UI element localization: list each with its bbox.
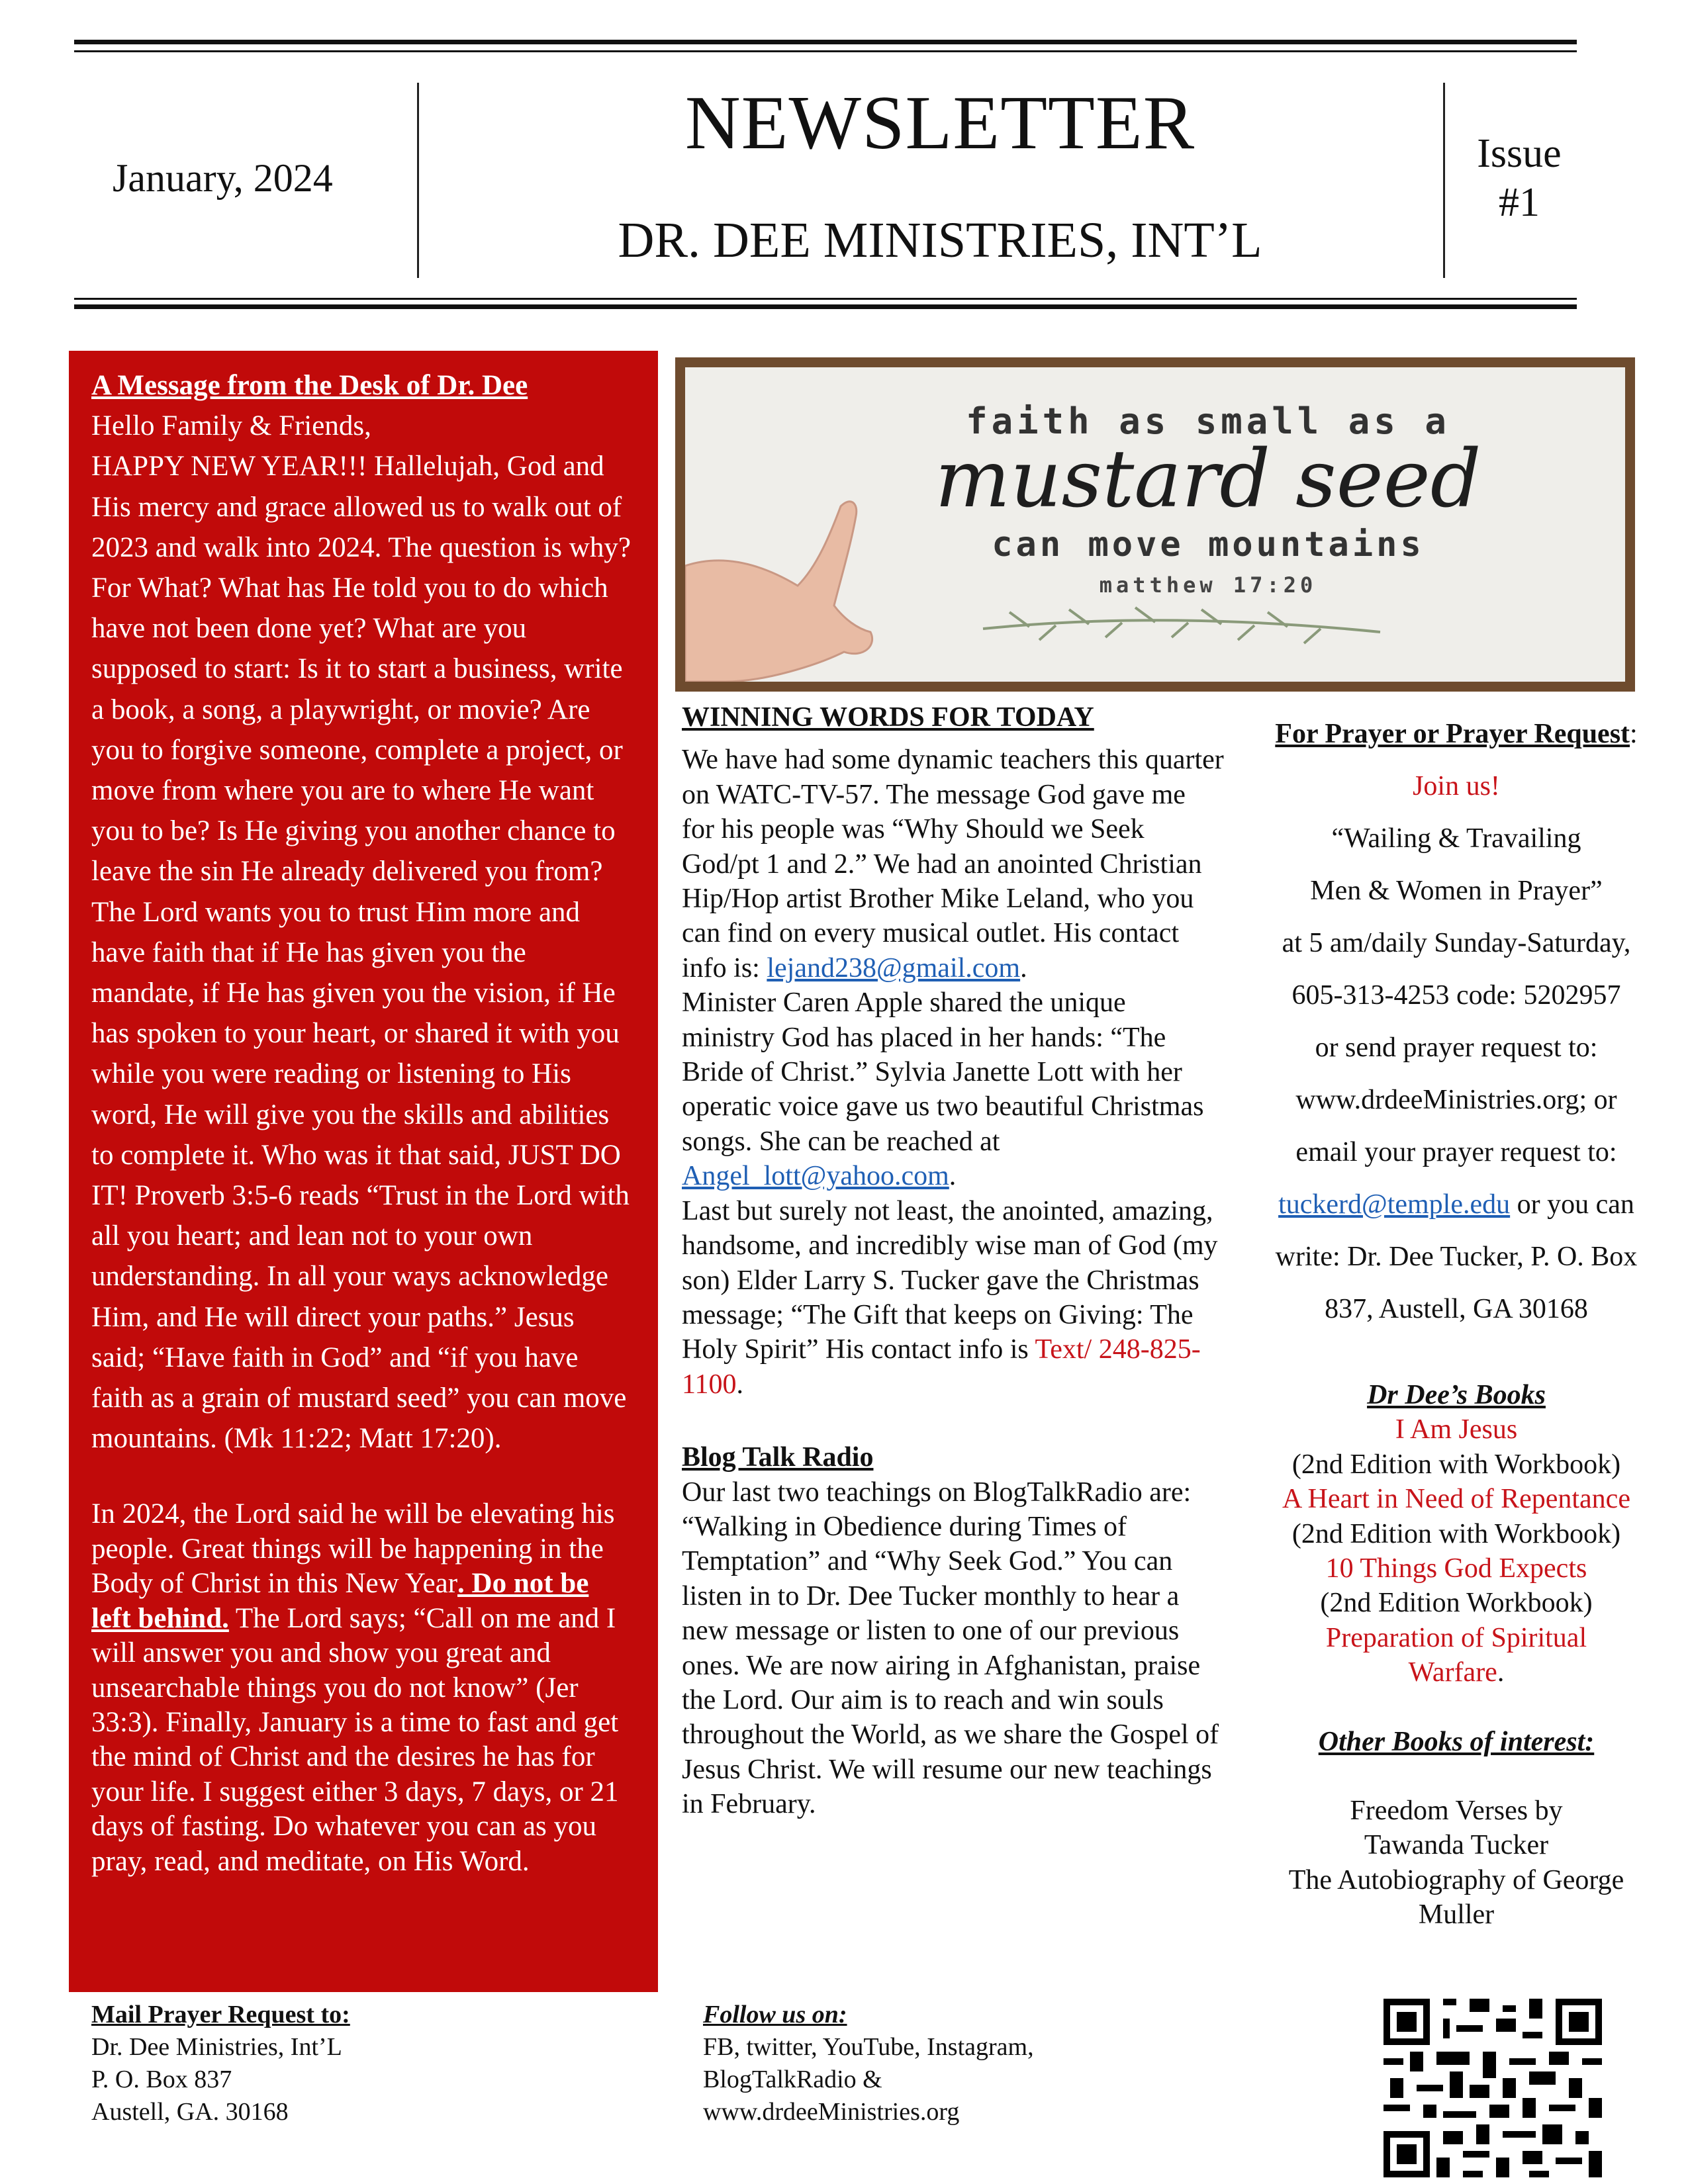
blog-text: Our last two teachings on BlogTalkRadio are: “Walking in Obedience during Times of Temptation” and “Why Seek God.” You can listen in to Dr. Dee Tucker monthly to hear a new message or listen to one of our previous ones. We are now airing in Afghanistan, praise the Lord. Our aim is to reach and win souls throughout the World, as we share the Gospel of Jesus Christ. We will resume our new teachings in February. — [682, 1477, 1219, 1820]
email-link-sylvia[interactable]: Angel_lott@yahoo.com — [682, 1161, 949, 1192]
book-4-title-b: Warfare — [1408, 1657, 1497, 1688]
book-3-note: (2nd Edition Workbook) — [1320, 1588, 1593, 1619]
sign-line-1: faith as small as a — [966, 400, 1450, 442]
blog-heading: Blog Talk Radio — [682, 1442, 874, 1473]
message-p2-end: The Lord says; “Call on me and I will answer you and show you great and unsearchable things you do not know” (Jer 33:3). Finally, January is a time to fast and get the mind of Christ and the desires he has for your life. I suggest either 3 days, 7 days, or 21 days of fasting. Do whatever you can as you pray, read, and meditate, on His Word. — [91, 1602, 619, 1877]
prayer-line-8-text: or you can — [1510, 1189, 1634, 1220]
message-p2-emphasis: . Do not be left behind. — [91, 1568, 589, 1634]
winning-text-4: . — [736, 1369, 743, 1400]
book-1-note: (2nd Edition with Workbook) — [1291, 1449, 1621, 1480]
winning-text-1: We have had some dynamic teachers this quarter on WATC-TV-57. The message God gave me for his people was “Why Should we Seek God/pt 1 and 2.” We had an anointed Christian Hip/Hop artist Brother Mike Leland, who you can find on every musical outlet. His contact info is: — [682, 745, 1224, 983]
mail-address-block — [91, 1999, 350, 2128]
books-heading: Dr Dee’s Books — [1367, 1380, 1546, 1410]
header-divider-left — [417, 83, 419, 278]
prayer-line-7: email your prayer request to: — [1295, 1137, 1617, 1167]
header-top-rule-thin — [74, 50, 1577, 52]
prayer-line-10: 837, Austell, GA 30168 — [1325, 1294, 1588, 1324]
winning-text-2: . Minister Caren Apple shared the unique ministry God has placed in her hands: “The Bride of Christ.” Sylvia Janette Lott with her operatic voice gave us two beautiful Christmas songs. She can be reached at — [682, 952, 1204, 1157]
follow-us-block — [703, 1999, 1034, 2128]
winning-words-text — [682, 743, 1225, 1402]
sign-line-2: mustard seed — [935, 433, 1481, 525]
prayer-line-6: www.drdeeMinistries.org; or — [1295, 1085, 1617, 1115]
other-book-2b: Muller — [1418, 1899, 1495, 1931]
mail-heading: Mail Prayer Request to: — [91, 2001, 350, 2028]
prayer-line-2: Men & Women in Prayer” — [1310, 876, 1603, 906]
mail-line-3: Austell, GA. 30168 — [91, 2098, 289, 2126]
prayer-heading: For Prayer or Prayer Request — [1275, 719, 1630, 749]
ministry-name: DR. DEE MINISTRIES, INT’L — [618, 212, 1262, 268]
book-2-note: (2nd Edition with Workbook) — [1291, 1518, 1621, 1549]
book-4-line-b — [1231, 1655, 1681, 1690]
book-4-title-a: Preparation of Spiritual — [1325, 1622, 1587, 1653]
winning-text-3: . Last but surely not least, the anointed, amazing, handsome, and incredibly wise man of God (my son) Elder Larry S. Tucker gave the Christmas message; “The Gift that keeps on Giving: The Holy Spirit” His contact info is — [682, 1161, 1218, 1365]
other-book-1a: Freedom Verses by — [1350, 1796, 1563, 1827]
email-link-mike[interactable]: lejand238@gmail.com — [767, 952, 1021, 983]
other-book-1b: Tawanda Tucker — [1364, 1830, 1549, 1861]
prayer-heading-colon: : — [1630, 719, 1638, 749]
prayer-section — [1231, 708, 1681, 1933]
follow-line-3: www.drdeeMinistries.org — [703, 2098, 960, 2126]
mail-line-2: P. O. Box 837 — [91, 2066, 232, 2093]
issue-label: Issue — [1477, 131, 1562, 176]
header-bottom-rule — [74, 304, 1577, 309]
issue-value: #1 — [1499, 180, 1540, 225]
mustard-seed-sign — [675, 357, 1635, 692]
follow-line-2: BlogTalkRadio & — [703, 2066, 882, 2093]
other-book-2a: The Autobiography of George — [1288, 1864, 1624, 1895]
sign-line-3: can move mountains — [992, 525, 1425, 565]
other-books-heading: Other Books of interest: — [1318, 1726, 1595, 1757]
message-heading: A Message from the Desk of Dr. Dee — [91, 370, 528, 401]
header-bottom-rule-thin — [74, 298, 1577, 300]
newsletter-title: NEWSLETTER — [684, 81, 1196, 165]
winning-words-heading: WINNING WORDS FOR TODAY — [682, 702, 1094, 733]
message-p2-start: In 2024, the Lord said he will be elevating his people. Great things will be happening in the Body of Christ in this New Year — [91, 1498, 615, 1600]
qr-code-icon[interactable] — [1383, 1999, 1602, 2177]
contact-phone: Text/ 248-825-1100 — [682, 1334, 1201, 1400]
prayer-line-8 — [1231, 1179, 1681, 1231]
follow-heading: Follow us on: — [703, 2001, 847, 2028]
prayer-line-9: write: Dr. Dee Tucker, P. O. Box — [1275, 1242, 1638, 1272]
prayer-line-1: “Wailing & Travailing — [1331, 823, 1581, 854]
message-box — [69, 351, 658, 1992]
prayer-line-5: or send prayer request to: — [1315, 1032, 1598, 1063]
prayer-line-3: at 5 am/daily Sunday-Saturday, — [1282, 928, 1631, 958]
other-books-list — [1231, 1725, 1681, 1933]
book-2-title: A Heart in Need of Repentance — [1282, 1484, 1630, 1515]
message-paragraph-2 — [91, 1497, 633, 1878]
message-paragraph-1: Hello Family & Friends, HAPPY NEW YEAR!!! Hallelujah, God and His mercy and grace allowed us to walk out of 2023 and walk into 2024. The question is why? For What? What has He told you to do which have not been done yet? What are you supposed to start: Is it to start a business, write a book, a song, a playwright, or movie? Are you to forgive someone, complete a project, or move from where you are to where He want you to be? Is He giving you another chance to leave the sin He already delivered you from? The Lord wants you to trust Him more and have faith that if He has given you the mandate, if He has given you the vision, if He has spoken to your heart, or shared it with you while you were reading or listening to His word, He will give you the skills and abilities to complete it. Who was it that said, JUST DO IT! Proverb 3:5-6 reads “Trust in the Lord with all you heart; and lean not to your own understanding. In all your ways acknowledge Him, and He will direct your paths.” Jesus said; “Have faith in God” and “if you have faith as a grain of mustard seed” you can move mountains. (Mk 11:22; Matt 17:20). — [91, 410, 631, 1455]
follow-line-1: FB, twitter, YouTube, Instagram, — [703, 2033, 1034, 2061]
sign-line-4: matthew 17:20 — [1099, 572, 1317, 598]
book-1-title: I Am Jesus — [1395, 1414, 1518, 1445]
winning-words-section — [682, 700, 1225, 1822]
prayer-heading-line — [1231, 708, 1681, 760]
book-3-title: 10 Things God Expects — [1325, 1553, 1587, 1584]
prayer-line-4: 605-313-4253 code: 5202957 — [1291, 980, 1621, 1011]
books-list — [1231, 1378, 1681, 1690]
prayer-email-link[interactable]: tuckerd@temple.edu — [1278, 1189, 1511, 1220]
sign-artwork — [685, 367, 1625, 682]
issue-date: January, 2024 — [113, 156, 333, 200]
prayer-join: Join us! — [1413, 771, 1500, 801]
book-4-period: . — [1497, 1657, 1505, 1688]
issue-number — [1443, 129, 1595, 227]
mail-line-1: Dr. Dee Ministries, Int’L — [91, 2033, 342, 2061]
header-top-rule — [74, 40, 1577, 44]
